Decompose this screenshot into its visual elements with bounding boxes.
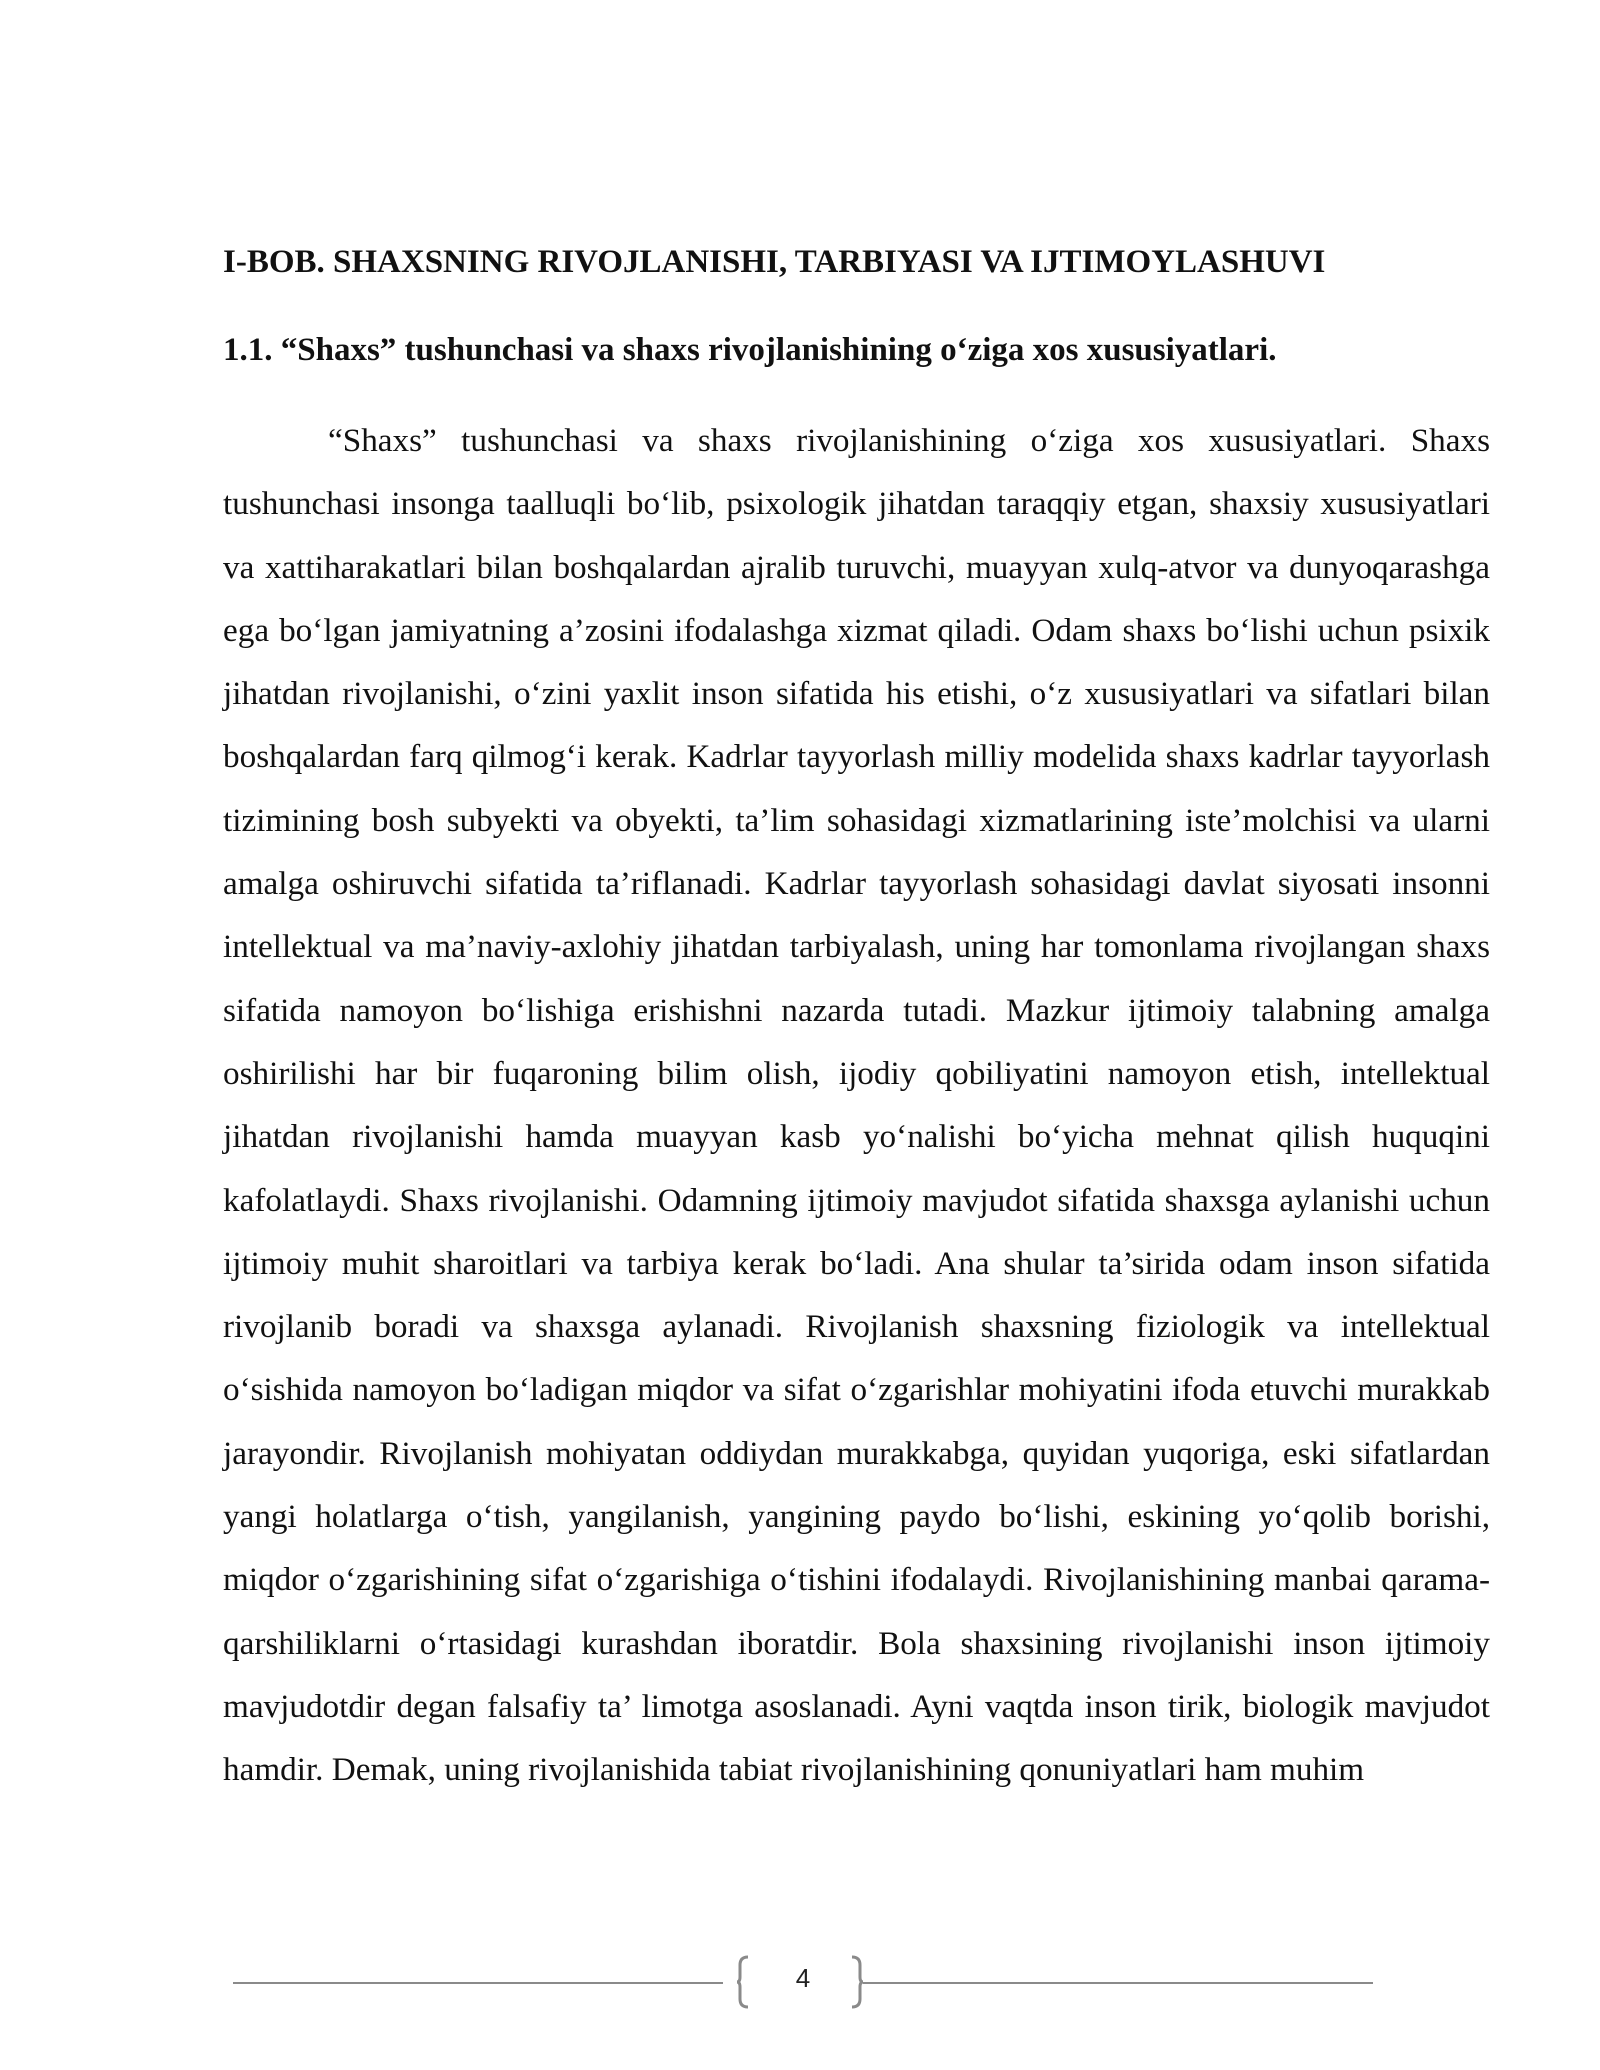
section-heading: 1.1. “Shaxs” tushunchasi va shaxs rivojlanishining o‘ziga xos xususiyatlari. (223, 332, 1277, 368)
page-footer (233, 1955, 1373, 2015)
footer-rule-left (233, 1982, 723, 1984)
footer-rule-right (863, 1982, 1373, 1984)
chapter-heading: I-BOB. SHAXSNING RIVOJLANISHI, TARBIYASI VA IJTIMOYLASHUVI (223, 244, 1326, 280)
right-bracket-icon (850, 1955, 864, 2009)
left-bracket-icon (736, 1955, 750, 2009)
body-paragraph: “Shaxs” tushunchasi va shaxs rivojlanishining o‘ziga xos xususiyatlari. Shaxs tushunchasi insonga taalluqli bo‘lib, psixologik jihatdan taraqqiy etgan, shaxsiy xususiyatlari va xattiharakatlari bilan boshqalardan ajralib turuvchi, muayyan xulq-atvor va dunyoqarashga ega bo‘lgan jamiyatning a’zosini ifodalashga xizmat qiladi. Odam shaxs bo‘lishi uchun psixik jihatdan rivojlanishi, o‘zini yaxlit inson sifatida his etishi, o‘z xususiyatlari va sifatlari bilan boshqalardan farq qilmog‘i kerak. Kadrlar tayyorlash milliy modelida shaxs kadrlar tayyorlash tizimining bosh subyekti va obyekti, ta’lim sohasidagi xizmatlarining iste’molchisi va ularni amalga oshiruvchi sifatida ta’riflanadi. Kadrlar tayyorlash sohasidagi davlat siyosati insonni intellektual va ma’naviy-axlohiy jihatdan tarbiyalash, uning har tomonlama rivojlangan shaxs sifatida namoyon bo‘lishiga erishishni nazarda tutadi. Mazkur ijtimoiy talabning amalga oshirilishi har bir fuqaroning bilim olish, ijodiy qobiliyatini namoyon etish, intellektual jihatdan rivojlanishi hamda muayyan kasb yo‘nalishi bo‘yicha mehnat qilish huquqini kafolatlaydi. Shaxs rivojlanishi. Odamning ijtimoiy mavjudot sifatida shaxsga aylanishi uchun ijtimoiy muhit sharoitlari va tarbiya kerak bo‘ladi. Ana shular ta’sirida odam inson sifatida rivojlanib boradi va shaxsga aylanadi. Rivojlanish shaxsning fiziologik va intellektual o‘sishida namoyon bo‘ladigan miqdor va sifat o‘zgarishlar mohiyatini ifoda etuvchi murakkab jarayondir. Rivojlanish mohiyatan oddiydan murakkabga, quyidan yuqoriga, eski sifatlardan yangi holatlarga o‘tish, yangilanish, yangining paydo bo‘lishi, eskining yo‘qolib borishi, miqdor o‘zgarishining sifat o‘zgarishiga o‘tishini ifodalaydi. Rivojlanishining manbai qarama-qarshiliklarni o‘rtasidagi kurashdan iboratdir. Bola shaxsining rivojlanishi inson ijtimoiy mavjudotdir degan falsafiy ta’ limotga asoslanadi. Ayni vaqtda inson tirik, biologik mavjudot hamdir. Demak, uning rivojlanishida tabiat rivojlanishining qonuniyatlari ham muhim (223, 422, 1490, 1789)
page-number: 4 (795, 1963, 811, 1993)
